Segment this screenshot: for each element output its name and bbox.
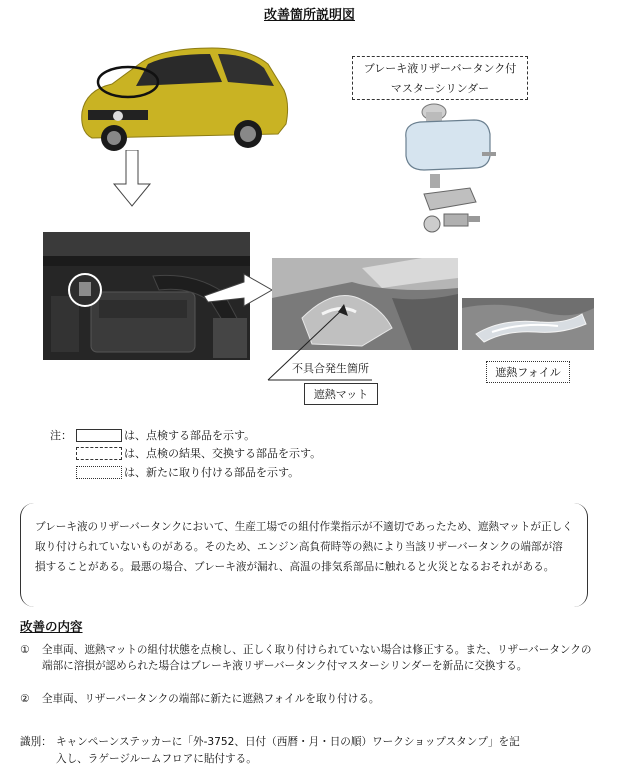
legend-dashed-text: は、点検の結果、交換する部品を示す。	[124, 447, 322, 460]
legend-dotted-box	[76, 466, 122, 479]
improvement-item-number: ②	[20, 693, 30, 705]
improvement-item-text: 全車両、遮熱マットの組付状態を点検し、正しく取り付けられていない場合は修正する。また、リザーバータンクの端部に溶損が認められた場合はブレーキ液リザーバータンク付マスターシリンダーを新品に交換する。	[42, 644, 592, 672]
legend-solid-text: は、点検する部品を示す。	[124, 429, 256, 442]
description-box	[20, 503, 588, 607]
legend-row-dotted	[76, 464, 299, 480]
master-cylinder-label-line1: ブレーキ液リザーバータンク付	[363, 62, 517, 75]
master-cylinder-label-line2: マスターシリンダー	[390, 82, 490, 95]
legend-row-dashed	[76, 445, 321, 461]
improvement-item-number: ①	[20, 644, 30, 656]
legend-dashed-box	[76, 447, 122, 460]
legend-dotted-text: は、新たに取り付ける部品を示す。	[124, 466, 300, 479]
improvement-heading: 改善の内容	[20, 619, 83, 634]
car-image	[72, 34, 292, 152]
identification-label: 識別：	[20, 736, 52, 748]
master-cylinder-label	[352, 56, 528, 100]
identification	[20, 734, 600, 768]
page-title: 改善箇所説明図	[263, 8, 355, 23]
master-cylinder-image	[400, 98, 500, 238]
legend-row-solid	[50, 427, 255, 443]
defect-location-label: 不具合発生箇所	[292, 362, 369, 375]
improvement-item-2	[20, 691, 595, 707]
improvement-item-text: 全車両、リザーバータンクの端部に新たに遮熱フォイルを取り付ける。	[42, 693, 380, 705]
heat-mat-label: 遮熱マット	[304, 383, 378, 405]
description-text: ブレーキ液のリザーバータンクにおいて、生産工場での組付作業指示が不適切であったため、遮熱マットが正しく取り付けられていないものがある。そのため、エンジン高負荷時等の熱により当該リザーバータンクの端部が溶損することがある。最悪の場合、ブレーキ液が漏れ、高温の排気系部品に触れると火災となるおそれがある。	[35, 521, 573, 573]
legend-prefix: 注：	[50, 429, 72, 442]
heat-foil-label: 遮熱フォイル	[486, 361, 570, 383]
improvement-item-1	[20, 642, 595, 674]
legend-solid-box	[76, 429, 122, 442]
identification-text: キャンペーンステッカーに「外-3752、日付（西暦・月・日の順）ワークショップスタンプ」を記入し、ラゲージルームフロアに貼付する。	[56, 736, 520, 765]
heat-foil-image	[462, 298, 594, 350]
arrow-down-icon	[112, 150, 152, 208]
